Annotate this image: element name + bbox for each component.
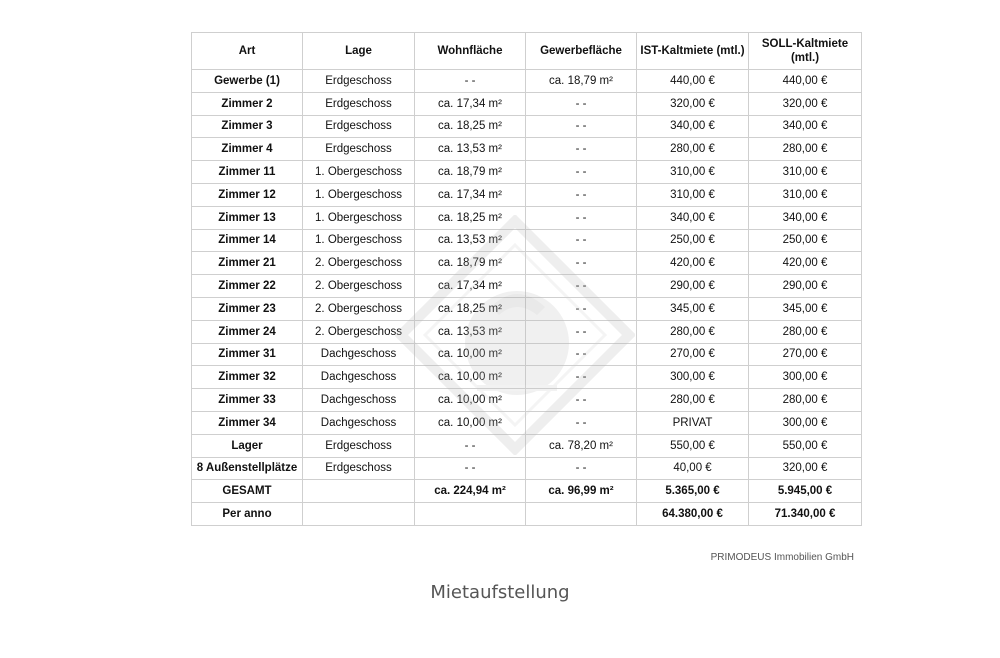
- table-row: [192, 252, 862, 275]
- table-cell: 300,00 €: [637, 366, 749, 389]
- table-cell: ca. 18,79 m²: [526, 70, 637, 93]
- table-cell: Erdgeschoss: [303, 138, 415, 161]
- table-cell: 64.380,00 €: [637, 503, 749, 526]
- table-cell: - -: [526, 366, 637, 389]
- header-row: [192, 33, 862, 70]
- table-cell: - -: [526, 229, 637, 252]
- table-cell: - -: [526, 389, 637, 412]
- table-cell: - -: [526, 206, 637, 229]
- table-cell: 320,00 €: [637, 92, 749, 115]
- table-cell: Zimmer 31: [192, 343, 303, 366]
- table-cell: 310,00 €: [749, 183, 862, 206]
- table-cell: ca. 224,94 m²: [415, 480, 526, 503]
- table-cell: ca. 96,99 m²: [526, 480, 637, 503]
- table-cell: Per anno: [192, 503, 303, 526]
- table-cell: Zimmer 24: [192, 320, 303, 343]
- table-cell: 1. Obergeschoss: [303, 161, 415, 184]
- table-cell: Dachgeschoss: [303, 343, 415, 366]
- table-cell: - -: [526, 320, 637, 343]
- table-cell: Zimmer 3: [192, 115, 303, 138]
- table-cell: Erdgeschoss: [303, 70, 415, 93]
- table-cell: 8 Außenstellplätze: [192, 457, 303, 480]
- table-cell: 340,00 €: [637, 206, 749, 229]
- table-cell: Zimmer 4: [192, 138, 303, 161]
- table-cell: Erdgeschoss: [303, 92, 415, 115]
- table-cell: Zimmer 21: [192, 252, 303, 275]
- table-cell: - -: [415, 70, 526, 93]
- table-cell: 340,00 €: [637, 115, 749, 138]
- table-row: [192, 115, 862, 138]
- table-cell: 340,00 €: [749, 206, 862, 229]
- table-cell: - -: [526, 115, 637, 138]
- table-cell: ca. 10,00 m²: [415, 389, 526, 412]
- table-cell: Zimmer 11: [192, 161, 303, 184]
- table-row: [192, 229, 862, 252]
- table-cell: 1. Obergeschoss: [303, 183, 415, 206]
- table-cell: 280,00 €: [749, 138, 862, 161]
- company-name: PRIMODEUS Immobilien GmbH: [710, 552, 854, 563]
- table-cell: Zimmer 33: [192, 389, 303, 412]
- table-cell: 1. Obergeschoss: [303, 229, 415, 252]
- table-cell: 5.945,00 €: [749, 480, 862, 503]
- table-cell: [303, 480, 415, 503]
- table-cell: 270,00 €: [749, 343, 862, 366]
- table-cell: 320,00 €: [749, 457, 862, 480]
- table-cell: Dachgeschoss: [303, 389, 415, 412]
- table-cell: 345,00 €: [637, 297, 749, 320]
- table-cell: ca. 18,25 m²: [415, 115, 526, 138]
- column-header: IST-Kaltmiete (mtl.): [637, 33, 749, 70]
- table-row: [192, 320, 862, 343]
- table-cell: 290,00 €: [637, 275, 749, 298]
- table-cell: Zimmer 32: [192, 366, 303, 389]
- table-cell: 270,00 €: [637, 343, 749, 366]
- column-header: Gewerbefläche: [526, 33, 637, 70]
- table-cell: Gewerbe (1): [192, 70, 303, 93]
- table-cell: 280,00 €: [637, 138, 749, 161]
- table-cell: Erdgeschoss: [303, 457, 415, 480]
- table-cell: ca. 17,34 m²: [415, 275, 526, 298]
- table-row: [192, 275, 862, 298]
- table-cell: ca. 18,25 m²: [415, 297, 526, 320]
- table-cell: 2. Obergeschoss: [303, 297, 415, 320]
- table-row: [192, 92, 862, 115]
- table-cell: ca. 17,34 m²: [415, 183, 526, 206]
- table-cell: [526, 503, 637, 526]
- table-cell: PRIVAT: [637, 411, 749, 434]
- table-cell: 550,00 €: [637, 434, 749, 457]
- table-cell: 250,00 €: [637, 229, 749, 252]
- table-cell: ca. 18,79 m²: [415, 252, 526, 275]
- table-cell: 345,00 €: [749, 297, 862, 320]
- table-cell: Dachgeschoss: [303, 366, 415, 389]
- table-cell: Zimmer 23: [192, 297, 303, 320]
- column-header: Lage: [303, 33, 415, 70]
- table-cell: Dachgeschoss: [303, 411, 415, 434]
- table-cell: - -: [526, 252, 637, 275]
- table-cell: 420,00 €: [637, 252, 749, 275]
- table-cell: - -: [526, 183, 637, 206]
- table-cell: ca. 13,53 m²: [415, 320, 526, 343]
- table-row: [192, 138, 862, 161]
- table-cell: 5.365,00 €: [637, 480, 749, 503]
- table-cell: ca. 18,25 m²: [415, 206, 526, 229]
- table-cell: ca. 10,00 m²: [415, 366, 526, 389]
- table-row: [192, 343, 862, 366]
- table-cell: 1. Obergeschoss: [303, 206, 415, 229]
- table-cell: Erdgeschoss: [303, 434, 415, 457]
- table-cell: - -: [526, 411, 637, 434]
- table-cell: Zimmer 34: [192, 411, 303, 434]
- table-row: [192, 161, 862, 184]
- table-cell: ca. 13,53 m²: [415, 229, 526, 252]
- table-row: [192, 389, 862, 412]
- page-caption: Mietaufstellung: [430, 582, 570, 603]
- table-cell: 2. Obergeschoss: [303, 320, 415, 343]
- table-cell: - -: [526, 457, 637, 480]
- table-cell: - -: [526, 275, 637, 298]
- table-row: [192, 457, 862, 480]
- table-cell: 310,00 €: [637, 161, 749, 184]
- table-cell: - -: [415, 434, 526, 457]
- table-cell: - -: [526, 297, 637, 320]
- table-cell: ca. 17,34 m²: [415, 92, 526, 115]
- table-cell: GESAMT: [192, 480, 303, 503]
- table-cell: 300,00 €: [749, 411, 862, 434]
- table-cell: ca. 10,00 m²: [415, 343, 526, 366]
- table-cell: - -: [526, 138, 637, 161]
- rent-table-sheet: [191, 32, 861, 526]
- table-cell: 310,00 €: [637, 183, 749, 206]
- table-cell: - -: [526, 343, 637, 366]
- table-cell: 440,00 €: [749, 70, 862, 93]
- table-cell: - -: [415, 457, 526, 480]
- table-cell: ca. 10,00 m²: [415, 411, 526, 434]
- table-cell: 250,00 €: [749, 229, 862, 252]
- table-cell: ca. 13,53 m²: [415, 138, 526, 161]
- total-row: [192, 480, 862, 503]
- table-row: [192, 366, 862, 389]
- table-cell: 280,00 €: [749, 320, 862, 343]
- rent-table: [191, 32, 862, 526]
- table-cell: Lager: [192, 434, 303, 457]
- table-cell: 550,00 €: [749, 434, 862, 457]
- table-cell: Erdgeschoss: [303, 115, 415, 138]
- table-cell: Zimmer 22: [192, 275, 303, 298]
- table-cell: [415, 503, 526, 526]
- table-cell: 420,00 €: [749, 252, 862, 275]
- table-row: [192, 70, 862, 93]
- column-header: Wohnfläche: [415, 33, 526, 70]
- rent-table-body: [192, 70, 862, 526]
- table-cell: 280,00 €: [637, 320, 749, 343]
- table-row: [192, 206, 862, 229]
- table-row: [192, 434, 862, 457]
- rent-table-header: [192, 33, 862, 70]
- table-cell: Zimmer 14: [192, 229, 303, 252]
- table-cell: Zimmer 12: [192, 183, 303, 206]
- table-cell: - -: [526, 92, 637, 115]
- table-row: [192, 411, 862, 434]
- table-cell: ca. 18,79 m²: [415, 161, 526, 184]
- column-header: Art: [192, 33, 303, 70]
- table-cell: 2. Obergeschoss: [303, 275, 415, 298]
- table-cell: Zimmer 13: [192, 206, 303, 229]
- table-cell: 280,00 €: [749, 389, 862, 412]
- table-row: [192, 297, 862, 320]
- table-cell: 300,00 €: [749, 366, 862, 389]
- table-cell: 71.340,00 €: [749, 503, 862, 526]
- table-cell: 440,00 €: [637, 70, 749, 93]
- table-cell: 340,00 €: [749, 115, 862, 138]
- table-cell: 2. Obergeschoss: [303, 252, 415, 275]
- table-cell: 310,00 €: [749, 161, 862, 184]
- table-cell: [303, 503, 415, 526]
- table-row: [192, 183, 862, 206]
- table-cell: - -: [526, 161, 637, 184]
- table-cell: 40,00 €: [637, 457, 749, 480]
- table-cell: Zimmer 2: [192, 92, 303, 115]
- total-row: [192, 503, 862, 526]
- column-header: SOLL-Kaltmiete (mtl.): [749, 33, 862, 70]
- table-cell: 280,00 €: [637, 389, 749, 412]
- table-cell: ca. 78,20 m²: [526, 434, 637, 457]
- table-cell: 320,00 €: [749, 92, 862, 115]
- table-cell: 290,00 €: [749, 275, 862, 298]
